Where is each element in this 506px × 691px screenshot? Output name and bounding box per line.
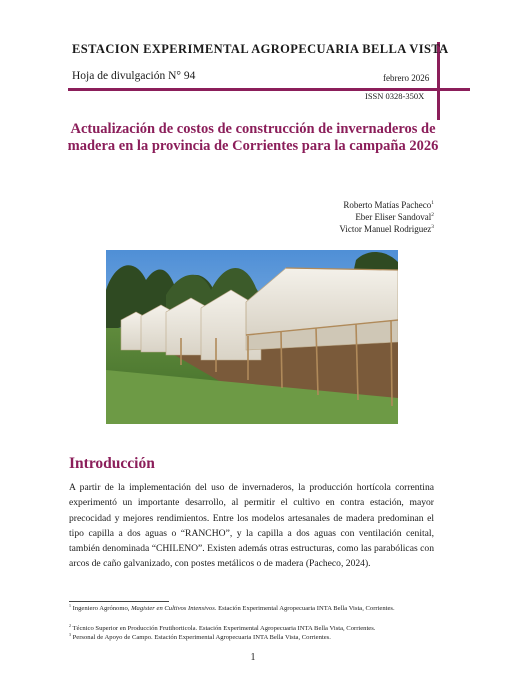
page-number: 1 [250,652,256,663]
footnote-2: $^2$ Técnico Superior en Producción Frutihorticola. Estación Experimental Agropecuaria INTA Bella Vista, Corrientes. [69,622,376,632]
publication-date: febrero 2026 [383,73,430,83]
institution-name: ESTACION EXPERIMENTAL AGROPECUARIA BELLA VISTA [72,42,449,56]
bulletin-number: Hoja de divulgación N° 94 [72,70,196,82]
author-3: Victor Manuel Rodriguez$^3$ [339,224,434,234]
footnote-1: $^1$ Ingeniero Agrónomo, Magister en Cultivos Intensivos. Estación Experimental Agropecuaria INTA Bella Vista, Corrientes. [69,602,395,612]
greenhouse-photo [106,250,398,424]
footnote-separator [69,601,169,602]
intro-paragraph: A partir de la implementación del uso de invernaderos, la producción hortícola correntina experimentó un importante desarrollo, al permitir el cultivo en contra estación, mayor precocidad y mejores rendimientos. Entre los modelos artesanales de madera predominan el tipo capilla a dos aguas o “RANCHO”, y la capilla a dos aguas con ventilación cenital, también denominada “CHILENO”. Existen además otras estructuras, como las parabólicas con arcos de caño galvanizado, con postes metálicos o de madera (Pacheco, 2024). [69,482,434,570]
footnote-3: $^3$ Personal de Apoyo de Campo. Estación Experimental Agropecuaria INTA Bella Vista, Corrientes. [69,631,331,641]
issn: ISSN 0328-350X [365,91,425,101]
document-title: Actualización de costos de construcción de invernaderos de madera en la provincia de Corrientes para la campaña 2026 [67,121,439,154]
author-1: Roberto Matías Pacheco$^1$ [343,200,434,210]
section-heading: Introducción [69,455,155,472]
author-2: Eber Eliser Sandoval$^2$ [355,212,434,222]
